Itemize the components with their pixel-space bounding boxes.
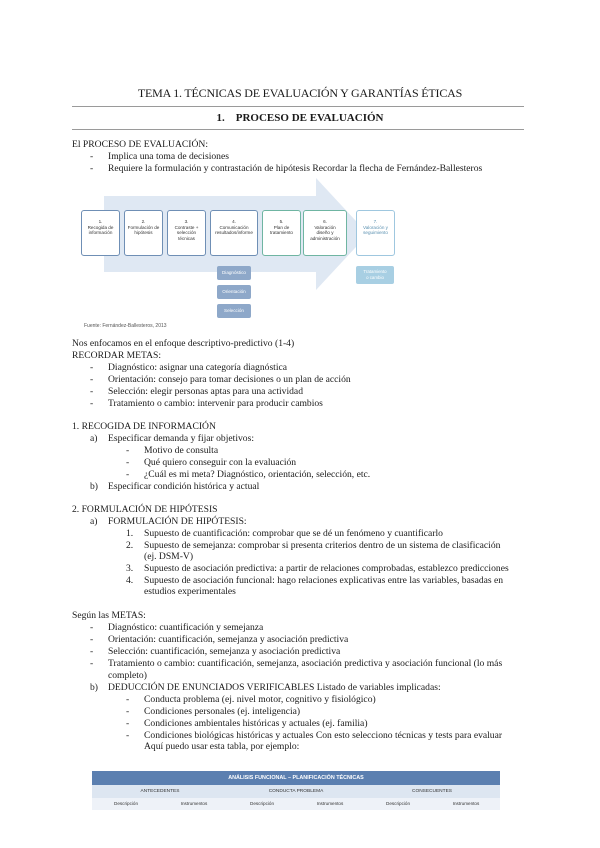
table-group: ANTECEDENTES: [140, 789, 180, 794]
section-label: PROCESO DE EVALUACIÓN: [235, 112, 384, 124]
table-subcol: Descripción: [386, 801, 410, 806]
focus-line: Nos enfocamos en el enfoque descriptivo-predictivo (1-4): [72, 338, 295, 349]
hypothesis-item: 3. Supuesto de asociación predictiva: a partir de relaciones comprobadas, establezco predicciones: [126, 563, 509, 574]
diagram-source: Fuente: Fernández-Ballesteros, 2013: [84, 323, 167, 329]
variable-item: - Condiciones biológicas históricas y actuales Con esto selecciono técnicas y tests para evaluar: [126, 730, 503, 741]
hypothesis-item-cont: estudios experimentales: [144, 586, 236, 597]
metas-heading: Según las METAS:: [72, 610, 146, 621]
process-step-7: 7. Valoración y seguimiento: [356, 210, 395, 256]
focus-heading: RECORDAR METAS:: [72, 350, 162, 361]
s1-a-item: - Motivo de consulta: [126, 445, 219, 456]
process-step-5: 5. Plan de tratamiento: [262, 210, 301, 256]
process-step-1: 1. Recogida de información: [81, 210, 120, 256]
goal-item: - Selección: elegir personas aptas para una actividad: [90, 386, 303, 397]
goal-item: - Tratamiento o cambio: intervenir para producir cambios: [90, 398, 323, 409]
variable-item: - Condiciones personales (ej. inteligencia): [126, 706, 301, 717]
hypothesis-item: 2. Supuesto de semejanza: comprobar si presenta criterios dentro de un sistema de clasificación: [126, 540, 501, 551]
metas-item: - Tratamiento o cambio: cuantificación, semejanza, asociación predictiva y asociación funcional (lo más: [90, 658, 503, 669]
table-subcol: Instrumentos: [452, 801, 480, 806]
s2-heading: 2. FORMULACIÓN DE HIPÓTESIS: [72, 504, 218, 515]
intro-heading: El PROCESO DE EVALUACIÓN:: [72, 139, 209, 150]
hypothesis-item-cont: (ej. DSM-V): [144, 551, 194, 562]
hypothesis-item: 1. Supuesto de cuantificación: comprobar que se dé un fenómeno y cuantificarlo: [126, 528, 443, 539]
s2-a: a) FORMULACIÓN DE HIPÓTESIS:: [90, 516, 247, 527]
section-heading: [0, 112, 600, 124]
section-number: 1.: [216, 112, 225, 124]
table-title: ANÁLISIS FUNCIONAL – PLANIFICACIÓN TÉCNICAS: [92, 771, 500, 785]
s1-a: a) Especificar demanda y fijar objetivos:: [90, 433, 254, 444]
s1-heading: 1. RECOGIDA DE INFORMACIÓN: [72, 421, 216, 432]
process-step-6: 6. Valoración diseño y administración: [303, 210, 347, 256]
table-subcol: Instrumentos: [180, 801, 208, 806]
goal-seleccion: Selección: [217, 304, 251, 318]
variable-item: - Conducta problema (ej. nivel motor, cognitivo y fisiológico): [126, 694, 376, 705]
goal-tratamiento: Tratamiento o cambio: [356, 266, 394, 284]
process-step-3: 3. Contraste + selección técnicas: [167, 210, 206, 256]
table-group: CONSECUENTES: [412, 789, 452, 794]
table-group: CONDUCTA PROBLEMA: [268, 789, 324, 794]
process-step-2: 2. Formulación de hipótesis: [124, 210, 163, 256]
variable-item: - Condiciones ambientales históricas y actuales (ej. familia): [126, 718, 368, 729]
table-subcol: Instrumentos: [316, 801, 344, 806]
functional-analysis-table: [92, 771, 500, 810]
metas-item: - Orientación: cuantificación, semejanza y asociación predictiva: [90, 634, 349, 645]
hypothesis-item: 4. Supuesto de asociación funcional: hago relaciones explicativas entre las variables, basadas en: [126, 575, 504, 586]
section-rule: [72, 129, 524, 130]
table-subcol: Descripción: [250, 801, 274, 806]
s1-a-item: - Qué quiero conseguir con la evaluación: [126, 457, 297, 468]
intro-item: - Requiere la formulación y contrastación de hipótesis Recordar la flecha de Fernández-Ballesteros: [90, 163, 483, 174]
process-step-4: 4. Comunicación resultados/informe: [210, 210, 258, 256]
document-title: TEMA 1. TÉCNICAS DE EVALUACIÓN Y GARANTÍAS ÉTICAS: [137, 86, 463, 100]
goal-diagnostico: Diagnóstico: [217, 266, 251, 280]
goal-item: - Diagnóstico: asignar una categoría diagnóstica: [90, 362, 288, 373]
metas-item: - Selección: cuantificación, semejanza y asociación predictiva: [90, 646, 341, 657]
title-rule: [72, 106, 524, 107]
metas-item-cont: completo): [108, 670, 147, 681]
goal-orientacion: Orientación: [217, 285, 251, 299]
intro-item: - Implica una toma de decisiones: [90, 151, 229, 162]
table-group-row: [92, 785, 500, 798]
s2-b: b) DEDUCCIÓN DE ENUNCIADOS VERIFICABLES Listado de variables implicadas:: [90, 682, 441, 693]
s1-a-item: - ¿Cuál es mi meta? Diagnóstico, orientación, selección, etc.: [126, 469, 371, 480]
goal-item: - Orientación: consejo para tomar decisiones o un plan de acción: [90, 374, 351, 385]
variable-item-cont: Aquí puedo usar esta tabla, por ejemplo:: [144, 741, 300, 752]
s1-b: b) Especificar condición histórica y actual: [90, 481, 260, 492]
metas-item: - Diagnóstico: cuantificación y semejanza: [90, 622, 264, 633]
table-subcol-row: [92, 798, 500, 810]
table-subcol: Descripción: [114, 801, 138, 806]
